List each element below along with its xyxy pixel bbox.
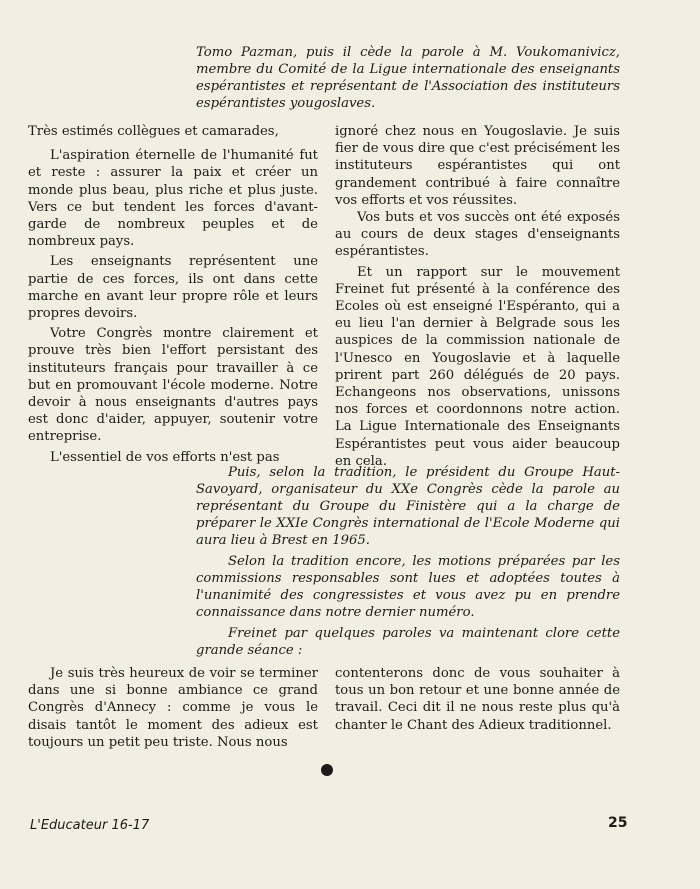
closing-speech-right-column [335, 665, 620, 734]
section-end-bullet [321, 764, 333, 776]
intro-narration: Tomo Pazman, puis il cède la parole à M. Voukomanivicz, membre du Comité de la Ligue internationale des enseignants espérantistes et représentant de l'Association des instituteurs espérantistes yougoslaves. [196, 45, 620, 111]
paragraph: Vos buts et vos succès ont été exposés au cours de deux stages d'enseignants espérantistes. [335, 210, 620, 260]
speech-left-column [28, 123, 318, 466]
speech-right-column [335, 123, 620, 470]
paragraph: L'aspiration éternelle de l'humanité fut et reste : assurer la paix et créer un monde plus beau, plus riche et plus juste. Vers ce but tendent les forces d'avant-garde de nombreux peuples et de nombreux pays. [28, 148, 318, 250]
paragraph: Et un rapport sur le mouvement Freinet fut présenté à la conférence des Ecoles où est enseigné l'Espéranto, qui a eu lieu l'an dernier à Belgrade sous les auspices de la commission nationale de l'Unesco en Yougoslavie et à laquelle prirent part 260 délégués de 20 pays. Echangeons nos observations, unissons nos forces et coordonnons notre action. La Ligue Internationale des Enseignants Espérantistes peut vous aider beaucoup en cela. [335, 264, 620, 469]
narration-paragraph: Puis, selon la tradition, le président du Groupe Haut-Savoyard, organisateur du XXe Congrès cède la parole au représentant du Groupe du Finistère qui a la charge de préparer le XXIe Congrès international de l'Ecole Moderne qui aura lieu à Brest en 1965. [196, 465, 620, 548]
journal-footer: L'Educateur 16-17 [30, 818, 150, 833]
salutation: Très estimés collègues et camarades, [28, 124, 279, 139]
paragraph: Votre Congrès montre clairement et prouve très bien l'effort persistant des instituteurs français pour travailler à ce but en promouvant l'école moderne. Notre devoir à nous enseignants d'autres pays est donc d'aider, appuyer, soutenir votre entreprise. [28, 326, 318, 445]
closing-speech-left-column [28, 665, 318, 751]
narration-block [196, 464, 620, 663]
paragraph: ignoré chez nous en Yougoslavie. Je suis fier de vous dire que c'est précisément les instituteurs espérantistes qui ont grandement contribué à faire connaître vos efforts et vos réussites. [335, 124, 620, 208]
page-number: 25 [608, 815, 628, 831]
paragraph: Les enseignants représentent une partie de ces forces, ils ont dans cette marche en avant leur propre rôle et leurs propres devoirs. [28, 254, 318, 322]
narration-paragraph: Freinet par quelques paroles va maintenant clore cette grande séance : [196, 626, 620, 658]
narration-paragraph: Selon la tradition encore, les motions préparées par les commissions responsables sont lues et adoptées toutes à l'unanimité des congressistes et vous avez pu en prendre connaissance dans notre dernier numéro. [196, 554, 620, 620]
paragraph: Je suis très heureux de voir se terminer dans une si bonne ambiance ce grand Congrès d'Annecy : comme je vous le disais tantôt le moment des adieux est toujours un petit peu triste. Nous nous [28, 666, 318, 750]
paragraph: contenterons donc de vous souhaiter à tous un bon retour et une bonne année de travail. Ceci dit il ne nous reste plus qu'à chanter le Chant des Adieux traditionnel. [335, 666, 620, 733]
paragraph: L'essentiel de vos efforts n'est pas [50, 449, 280, 465]
